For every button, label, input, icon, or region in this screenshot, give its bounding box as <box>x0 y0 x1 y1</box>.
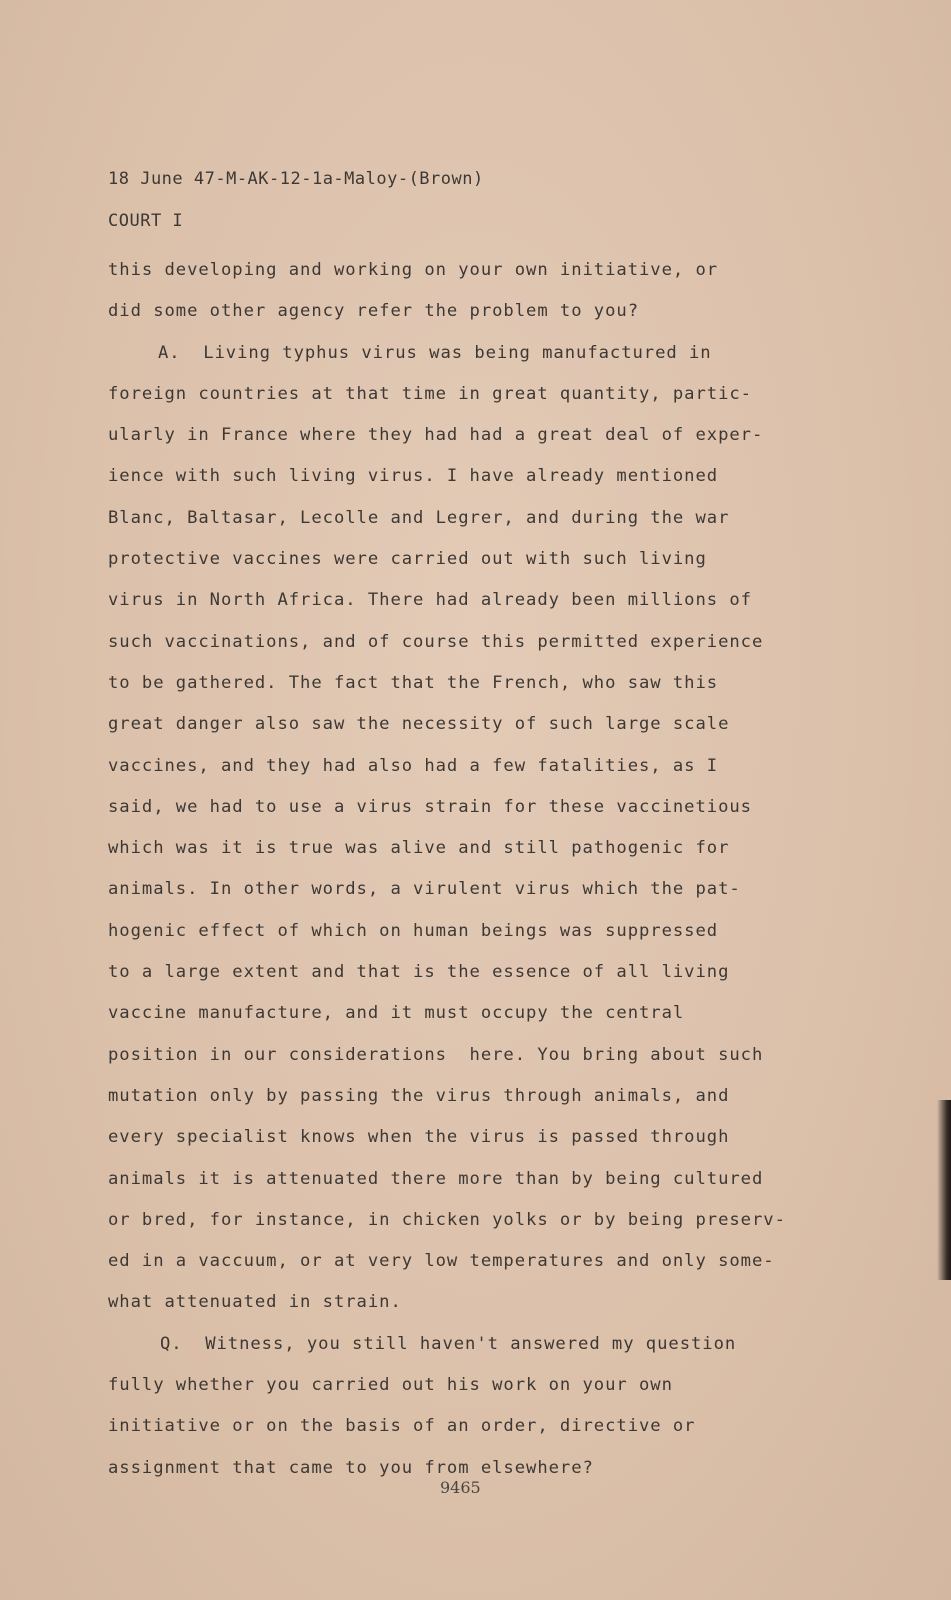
transcript-line: what attenuated in strain. <box>108 1292 402 1313</box>
transcript-line: animals it is attenuated there more than by being cultured <box>108 1168 764 1189</box>
transcript-line: such vaccinations, and of course this permitted experience <box>108 631 764 652</box>
answer-line: A. Living typhus virus was being manufactured in <box>158 342 712 363</box>
transcript-line: vaccine manufacture, and it must occupy the central <box>108 1003 685 1024</box>
transcript-line: assignment that came to you from elsewhere? <box>108 1457 594 1478</box>
transcript-line: fully whether you carried out his work on your own <box>108 1375 673 1396</box>
transcript-line: ularly in France where they had had a great deal of exper- <box>108 425 764 446</box>
transcript-line: animals. In other words, a virulent virus which the pat- <box>108 879 741 900</box>
transcript-line: position in our considerations here. You bring about such <box>108 1044 764 1065</box>
transcript-line: to a large extent and that is the essence of all living <box>108 962 730 983</box>
question-line: Q. Witness, you still haven't answered my question <box>160 1333 737 1354</box>
document-header <box>108 158 484 242</box>
transcript-line: virus in North Africa. There had already been millions of <box>108 590 752 611</box>
transcript-line: ience with such living virus. I have already mentioned <box>108 466 719 487</box>
transcript-line: said, we had to use a virus strain for these vaccinetious <box>108 796 752 817</box>
transcript-line: foreign countries at that time in great quantity, partic- <box>108 383 752 404</box>
transcript-line: did some other agency refer the problem to you? <box>108 301 639 322</box>
transcript-line: protective vaccines were carried out with such living <box>108 549 707 570</box>
transcript-line: every specialist knows when the virus is passed through <box>108 1127 730 1148</box>
transcript-line: Blanc, Baltasar, Lecolle and Legrer, and during the war <box>108 507 730 528</box>
transcript-line: initiative or on the basis of an order, directive or <box>108 1416 696 1437</box>
transcript-line: hogenic effect of which on human beings was suppressed <box>108 920 719 941</box>
transcript-body <box>108 250 898 1489</box>
transcript-line: vaccines, and they had also had a few fatalities, as I <box>108 755 719 776</box>
transcript-line: which was it is true was alive and still pathogenic for <box>108 838 730 859</box>
reference-line: 18 June 47-M-AK-12-1a-Maloy-(Brown) <box>108 169 484 189</box>
transcript-line: mutation only by passing the virus through animals, and <box>108 1085 730 1106</box>
transcript-line: ed in a vaccuum, or at very low temperatures and only some- <box>108 1251 775 1272</box>
transcript-line: to be gathered. The fact that the French, who saw this <box>108 672 719 693</box>
torn-edge-shadow <box>937 1100 951 1280</box>
court-line: COURT I <box>108 211 184 231</box>
transcript-line: this developing and working on your own initiative, or <box>108 260 719 280</box>
transcript-line: great danger also saw the necessity of such large scale <box>108 714 730 735</box>
transcript-line: or bred, for instance, in chicken yolks or by being preserv- <box>108 1209 786 1230</box>
page-number: 9465 <box>440 1478 481 1497</box>
